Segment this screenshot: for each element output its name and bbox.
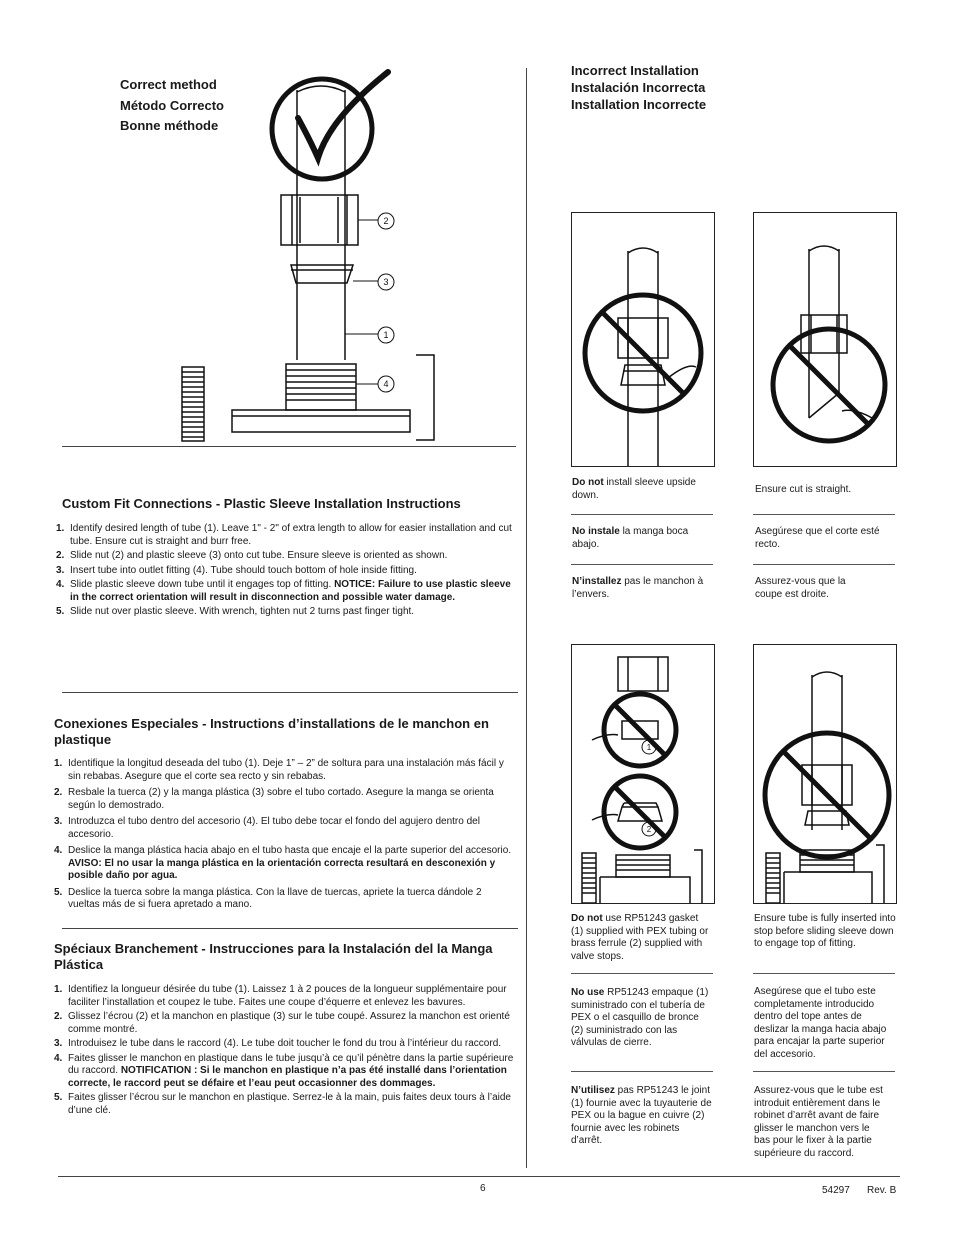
incorrect-label-es: Instalación Incorrecta [571,80,706,95]
callout-1: 1 [383,330,389,340]
callout-3: 3 [383,277,389,287]
step: 1. Identifiez la longueur désirée du tube (1). Laissez 1 à 2 pouces de la longueur supplémentaire pour faciliter l’installation et coupez le tube. Faites une coupe d’équerre et enlevez les bavures. [54,984,507,1008]
caption-p1-fr: N’installez pas le manchon à l’envers. [572,576,704,600]
step: 3. Introduzca el tubo dentro del accesorio (4). El tubo debe tocar el fondo del agujero dentro del accesorio. [54,816,480,840]
step: 1. Identifique la longitud deseada del tubo (1). Deje 1” – 2” de soltura para una instalación más fácil y sin rebabas. Asegure que el corte sea recto y sin rebabas. [54,758,504,782]
step: 4. Faites glisser le manchon en plastique dans le tube jusqu’à ce qu’il pénètre dans la partie supérieure du raccord. NOTIFICATION : Si le manchon en plastique n’a pas été installé dans l’orientation correcte, le raccord peut se défaire et l’eau peut occasionner des dommages. [54,1052,514,1089]
step: 2. Resbale la tuerca (2) y la manga plástica (3) sobre el tubo cortado. Asegure la manga se orienta según lo demostrado. [54,787,494,811]
knurled-post [182,367,204,441]
caption-sep [571,514,713,515]
step: 4. Deslice la manga plástica hacia abajo en el tubo hasta que encaje el la parte superior del accesorio. AVISO: El no usar la manga plástica en la orientación correcta resultará en desconexión y posible daño por agua. [54,845,512,881]
callout-1: 1 [646,743,652,752]
step: 5. Faites glisser l’écrou sur le manchon en plastique. Serrez-le à la main, puis faites deux tours à l’aide d’une clé. [54,1092,511,1116]
english-section-title: Custom Fit Connections - Plastic Sleeve Installation Instructions [62,496,461,511]
caption-p2-es: Asegúrese que el corte esté recto. [755,526,880,550]
callout-4: 4 [383,379,389,389]
correct-label-en: Correct method [120,77,217,92]
french-section-title: Spéciaux Branchement - Instrucciones para la Instalación del la Manga Plástica [54,941,493,972]
caption-sep [753,514,895,515]
panel-tube-not-inserted [753,644,897,904]
page-number: 6 [480,1183,486,1194]
caption-sep [753,973,895,974]
fitting-base [232,410,410,432]
correct-label-fr: Bonne méthode [120,118,219,133]
threaded-fitting [286,364,356,410]
panel-sleeve-upside-down [571,212,715,467]
spanish-steps [54,758,516,914]
callout-2: 2 [646,825,652,834]
english-steps [56,523,516,621]
spanish-section-title: Conexiones Especiales - Instructions d’installations de le manchon en plastique [54,716,489,747]
step: 2. Glissez l’écrou (2) et la manchon en plastique (3) sur le tube coupé. Assurez la manchon est orienté comme montré. [54,1011,510,1035]
step: 2. Slide nut (2) and plastic sleeve (3) onto cut tube. Ensure sleeve is oriented as shown. [56,550,448,561]
caption-sep [571,1071,713,1072]
french-steps [54,984,516,1119]
caption-sep [753,1071,895,1072]
incorrect-label-en: Incorrect Installation [571,63,699,78]
caption-p3-en: Do not use RP51243 gasket (1) supplied with PEX tubing or brass ferrule (2) supplied with valve stops. [571,913,709,962]
center-divider [526,68,527,1168]
caption-sep [571,973,713,974]
sleeve [291,265,353,283]
step: 3. Insert tube into outlet fitting (4). Tube should touch bottom of hole inside fitting. [56,564,417,576]
callout-2: 2 [383,216,389,226]
caption-p4-en: Ensure tube is fully inserted into stop before sliding sleeve down to engage top of fitting. [754,913,896,949]
caption-p1-en: Do not install sleeve upside down. [572,477,696,501]
caption-sep [753,564,895,565]
caption-p3-fr: N’utilisez pas RP51243 le joint (1) fournie avec la tuyauterie de PEX ou la bague en cuivre (2) fournie avec les robinets d’arrêt. [571,1085,712,1146]
caption-p1-es: No instale la manga boca abajo. [572,526,689,550]
section-divider-1 [62,692,518,693]
caption-p4-es: Asegúrese que el tubo este completamente introducido dentro del tope antes de deslizar la manga hacia abajo para encajar la parte superior del accesorio. [754,986,887,1060]
panel-crooked-cut [753,212,897,467]
footer-rule [58,1176,900,1177]
step: 3. Introduisez le tube dans le raccord (4). Le tube doit toucher le fond du trou à l’intérieur du raccord. [54,1038,502,1049]
correct-label-es: Método Correcto [120,97,224,113]
caption-p3-es: No use RP51243 empaque (1) suministrado con el tubería de PEX o el casquillo de bronce (2) suministrado con las válvulas de cierre. [571,987,709,1048]
step: 5. Deslice la tuerca sobre la manga plástica. Con la llave de tuercas, apriete la tuerca dándole 2 vueltas más de si fuera apretado a mano. [54,886,482,910]
panel-no-gasket-ferrule [571,644,715,904]
step: 5. Slide nut over plastic sleeve. With wrench, tighten nut 2 turns past finger tight. [56,606,415,617]
caption-p2-en: Ensure cut is straight. [755,484,852,495]
check-circle [272,79,372,179]
document-number: 54297 [822,1185,850,1196]
caption-sep [571,564,713,565]
section-divider-2 [62,928,518,929]
incorrect-installation-labels [571,62,706,113]
correct-method-illustration [170,60,450,445]
caption-p2-fr: Assurez-vous que la coupe est droite. [755,576,846,600]
correct-figure-baseline [62,446,516,447]
caption-p4-fr: Assurez-vous que le tube est introduit entièrement dans le robinet d’arrêt avant de faire glisser le manchon vers le bas pour le fixer à la partie supérieure du raccord. [754,1085,883,1159]
incorrect-label-fr: Installation Incorrecte [571,97,707,112]
step: 4. Slide plastic sleeve down tube until it engages top of fitting. NOTICE: Failure to use plastic sleeve in the correct orientation will result in disconnection and possible water damage. [56,579,511,603]
step: 1. Identify desired length of tube (1). Leave 1" - 2" of extra length to allow for easier installation and cut tube. Ensure cut is straight and burr free. [56,523,512,547]
revision: Rev. B [867,1185,897,1196]
